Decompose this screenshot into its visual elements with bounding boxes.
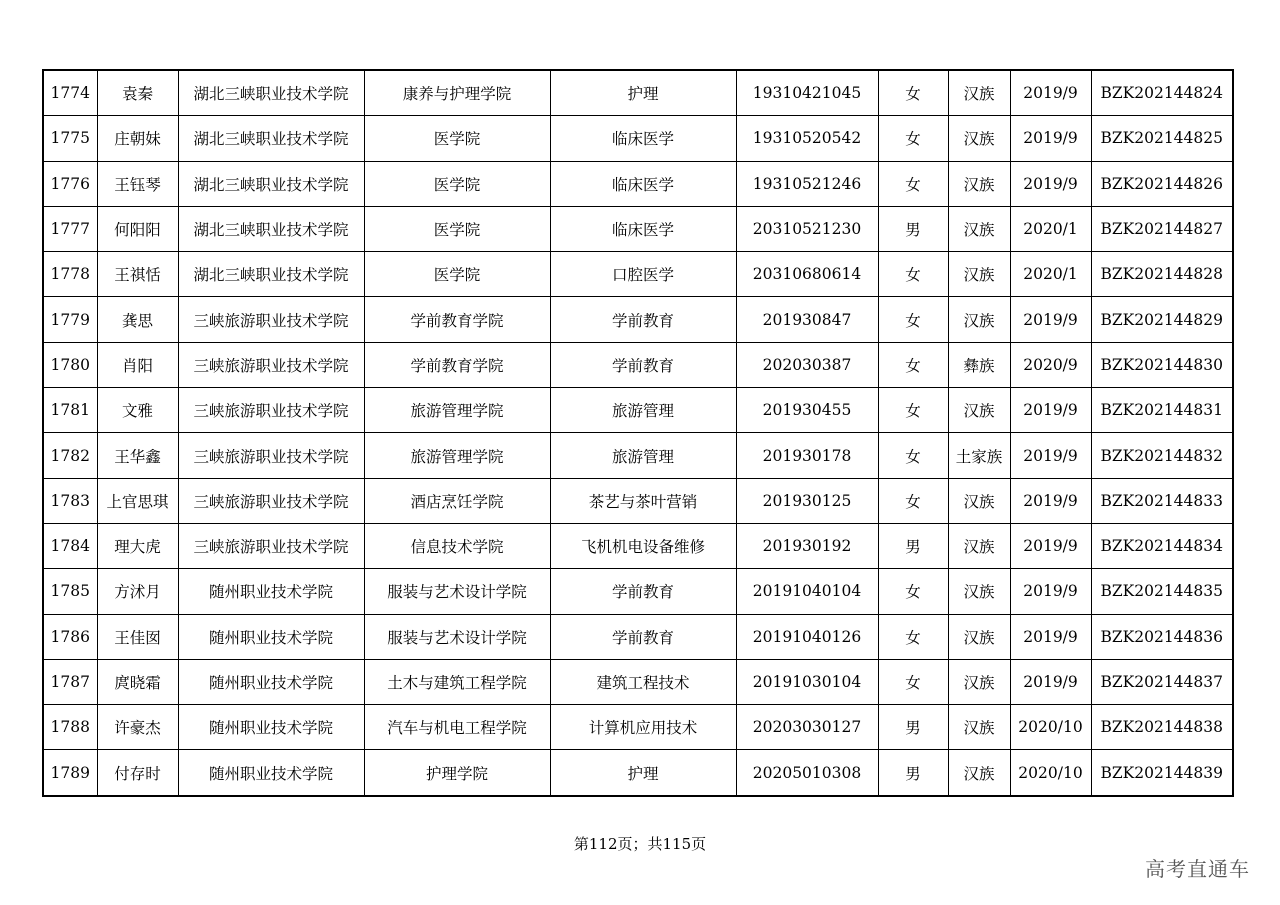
cert-no-cell: BZK202144826	[1091, 161, 1233, 206]
student-id-cell: 20310521230	[736, 206, 878, 251]
school-cell: 湖北三峡职业技术学院	[178, 252, 364, 297]
cert-no-cell: BZK202144831	[1091, 388, 1233, 433]
school-cell: 湖北三峡职业技术学院	[178, 116, 364, 161]
table-row	[43, 659, 1233, 704]
cert-no-cell: BZK202144839	[1091, 750, 1233, 796]
gender-cell: 女	[878, 478, 948, 523]
enroll-date-cell: 2019/9	[1010, 659, 1091, 704]
major-cell: 建筑工程技术	[550, 659, 736, 704]
name-cell: 文雅	[97, 388, 178, 433]
student-id-cell: 20203030127	[736, 705, 878, 750]
seq-cell: 1778	[43, 252, 97, 297]
enroll-date-cell: 2020/10	[1010, 750, 1091, 796]
college-cell: 学前教育学院	[364, 297, 550, 342]
school-cell: 三峡旅游职业技术学院	[178, 297, 364, 342]
name-cell: 庄朝妹	[97, 116, 178, 161]
college-cell: 医学院	[364, 206, 550, 251]
enroll-date-cell: 2020/10	[1010, 705, 1091, 750]
college-cell: 医学院	[364, 161, 550, 206]
cert-no-cell: BZK202144824	[1091, 70, 1233, 116]
ethnicity-cell: 汉族	[948, 297, 1010, 342]
gender-cell: 女	[878, 161, 948, 206]
enroll-date-cell: 2019/9	[1010, 614, 1091, 659]
seq-cell: 1787	[43, 659, 97, 704]
gender-cell: 女	[878, 70, 948, 116]
table-row	[43, 478, 1233, 523]
student-id-cell: 20191040104	[736, 569, 878, 614]
major-cell: 学前教育	[550, 614, 736, 659]
school-cell: 随州职业技术学院	[178, 659, 364, 704]
major-cell: 学前教育	[550, 297, 736, 342]
table-row	[43, 523, 1233, 568]
table-row	[43, 750, 1233, 796]
name-cell: 庹晓霜	[97, 659, 178, 704]
ethnicity-cell: 汉族	[948, 659, 1010, 704]
major-cell: 护理	[550, 750, 736, 796]
student-id-cell: 19310520542	[736, 116, 878, 161]
college-cell: 护理学院	[364, 750, 550, 796]
seq-cell: 1785	[43, 569, 97, 614]
ethnicity-cell: 汉族	[948, 705, 1010, 750]
table-row	[43, 705, 1233, 750]
cert-no-cell: BZK202144835	[1091, 569, 1233, 614]
ethnicity-cell: 汉族	[948, 478, 1010, 523]
student-id-cell: 201930847	[736, 297, 878, 342]
gender-cell: 女	[878, 342, 948, 387]
seq-cell: 1779	[43, 297, 97, 342]
seq-cell: 1777	[43, 206, 97, 251]
cert-no-cell: BZK202144837	[1091, 659, 1233, 704]
seq-cell: 1781	[43, 388, 97, 433]
major-cell: 临床医学	[550, 206, 736, 251]
school-cell: 湖北三峡职业技术学院	[178, 161, 364, 206]
school-cell: 随州职业技术学院	[178, 614, 364, 659]
major-cell: 口腔医学	[550, 252, 736, 297]
school-cell: 随州职业技术学院	[178, 569, 364, 614]
ethnicity-cell: 汉族	[948, 569, 1010, 614]
student-id-cell: 201930178	[736, 433, 878, 478]
major-cell: 学前教育	[550, 342, 736, 387]
enroll-date-cell: 2019/9	[1010, 433, 1091, 478]
name-cell: 王祺恬	[97, 252, 178, 297]
major-cell: 临床医学	[550, 161, 736, 206]
name-cell: 袁秦	[97, 70, 178, 116]
name-cell: 王华鑫	[97, 433, 178, 478]
enroll-date-cell: 2020/1	[1010, 206, 1091, 251]
cert-no-cell: BZK202144836	[1091, 614, 1233, 659]
cert-no-cell: BZK202144829	[1091, 297, 1233, 342]
page-number: 第112页；共115页	[573, 835, 707, 853]
school-cell: 三峡旅游职业技术学院	[178, 388, 364, 433]
college-cell: 康养与护理学院	[364, 70, 550, 116]
college-cell: 土木与建筑工程学院	[364, 659, 550, 704]
gender-cell: 女	[878, 252, 948, 297]
ethnicity-cell: 汉族	[948, 523, 1010, 568]
school-cell: 随州职业技术学院	[178, 705, 364, 750]
table-row	[43, 161, 1233, 206]
college-cell: 酒店烹饪学院	[364, 478, 550, 523]
cert-no-cell: BZK202144833	[1091, 478, 1233, 523]
student-id-cell: 20205010308	[736, 750, 878, 796]
enroll-date-cell: 2019/9	[1010, 70, 1091, 116]
major-cell: 临床医学	[550, 116, 736, 161]
college-cell: 信息技术学院	[364, 523, 550, 568]
college-cell: 学前教育学院	[364, 342, 550, 387]
gender-cell: 男	[878, 523, 948, 568]
ethnicity-cell: 汉族	[948, 252, 1010, 297]
table-row	[43, 116, 1233, 161]
ethnicity-cell: 汉族	[948, 116, 1010, 161]
enroll-date-cell: 2019/9	[1010, 388, 1091, 433]
table-row	[43, 252, 1233, 297]
gender-cell: 女	[878, 614, 948, 659]
college-cell: 汽车与机电工程学院	[364, 705, 550, 750]
enroll-date-cell: 2019/9	[1010, 569, 1091, 614]
major-cell: 旅游管理	[550, 433, 736, 478]
major-cell: 茶艺与茶叶营销	[550, 478, 736, 523]
seq-cell: 1786	[43, 614, 97, 659]
table-row	[43, 569, 1233, 614]
enroll-date-cell: 2019/9	[1010, 523, 1091, 568]
student-table	[42, 69, 1234, 797]
enroll-date-cell: 2020/1	[1010, 252, 1091, 297]
major-cell: 飞机机电设备维修	[550, 523, 736, 568]
enroll-date-cell: 2019/9	[1010, 478, 1091, 523]
name-cell: 上官思琪	[97, 478, 178, 523]
school-cell: 三峡旅游职业技术学院	[178, 523, 364, 568]
seq-cell: 1780	[43, 342, 97, 387]
gender-cell: 女	[878, 297, 948, 342]
name-cell: 许豪杰	[97, 705, 178, 750]
name-cell: 王佳囡	[97, 614, 178, 659]
watermark-logo: 高考直通车	[1145, 857, 1250, 881]
major-cell: 计算机应用技术	[550, 705, 736, 750]
name-cell: 王钰琴	[97, 161, 178, 206]
seq-cell: 1784	[43, 523, 97, 568]
school-cell: 随州职业技术学院	[178, 750, 364, 796]
gender-cell: 女	[878, 388, 948, 433]
seq-cell: 1775	[43, 116, 97, 161]
cert-no-cell: BZK202144825	[1091, 116, 1233, 161]
seq-cell: 1774	[43, 70, 97, 116]
name-cell: 理大虎	[97, 523, 178, 568]
name-cell: 何阳阳	[97, 206, 178, 251]
student-id-cell: 19310521246	[736, 161, 878, 206]
enroll-date-cell: 2019/9	[1010, 116, 1091, 161]
table-row	[43, 342, 1233, 387]
student-id-cell: 20191040126	[736, 614, 878, 659]
ethnicity-cell: 汉族	[948, 206, 1010, 251]
student-id-cell: 20310680614	[736, 252, 878, 297]
enroll-date-cell: 2019/9	[1010, 297, 1091, 342]
major-cell: 学前教育	[550, 569, 736, 614]
college-cell: 旅游管理学院	[364, 433, 550, 478]
ethnicity-cell: 汉族	[948, 750, 1010, 796]
school-cell: 三峡旅游职业技术学院	[178, 478, 364, 523]
table-row	[43, 297, 1233, 342]
student-id-cell: 201930192	[736, 523, 878, 568]
college-cell: 医学院	[364, 116, 550, 161]
gender-cell: 男	[878, 750, 948, 796]
student-id-cell: 202030387	[736, 342, 878, 387]
gender-cell: 女	[878, 659, 948, 704]
school-cell: 三峡旅游职业技术学院	[178, 433, 364, 478]
school-cell: 湖北三峡职业技术学院	[178, 206, 364, 251]
gender-cell: 女	[878, 569, 948, 614]
cert-no-cell: BZK202144834	[1091, 523, 1233, 568]
table-row	[43, 433, 1233, 478]
seq-cell: 1776	[43, 161, 97, 206]
enroll-date-cell: 2019/9	[1010, 161, 1091, 206]
name-cell: 方沭月	[97, 569, 178, 614]
ethnicity-cell: 汉族	[948, 614, 1010, 659]
seq-cell: 1782	[43, 433, 97, 478]
seq-cell: 1788	[43, 705, 97, 750]
gender-cell: 男	[878, 705, 948, 750]
cert-no-cell: BZK202144828	[1091, 252, 1233, 297]
enroll-date-cell: 2020/9	[1010, 342, 1091, 387]
name-cell: 龚思	[97, 297, 178, 342]
seq-cell: 1783	[43, 478, 97, 523]
seq-cell: 1789	[43, 750, 97, 796]
cert-no-cell: BZK202144827	[1091, 206, 1233, 251]
college-cell: 服装与艺术设计学院	[364, 614, 550, 659]
major-cell: 旅游管理	[550, 388, 736, 433]
name-cell: 肖阳	[97, 342, 178, 387]
gender-cell: 男	[878, 206, 948, 251]
table-row	[43, 614, 1233, 659]
student-id-cell: 201930455	[736, 388, 878, 433]
college-cell: 旅游管理学院	[364, 388, 550, 433]
major-cell: 护理	[550, 70, 736, 116]
college-cell: 服装与艺术设计学院	[364, 569, 550, 614]
cert-no-cell: BZK202144838	[1091, 705, 1233, 750]
ethnicity-cell: 汉族	[948, 161, 1010, 206]
student-id-cell: 19310421045	[736, 70, 878, 116]
table-row	[43, 206, 1233, 251]
table-body	[43, 70, 1233, 796]
gender-cell: 女	[878, 433, 948, 478]
ethnicity-cell: 土家族	[948, 433, 1010, 478]
student-id-cell: 201930125	[736, 478, 878, 523]
cert-no-cell: BZK202144832	[1091, 433, 1233, 478]
school-cell: 湖北三峡职业技术学院	[178, 70, 364, 116]
name-cell: 付存时	[97, 750, 178, 796]
gender-cell: 女	[878, 116, 948, 161]
cert-no-cell: BZK202144830	[1091, 342, 1233, 387]
college-cell: 医学院	[364, 252, 550, 297]
ethnicity-cell: 汉族	[948, 70, 1010, 116]
ethnicity-cell: 汉族	[948, 388, 1010, 433]
ethnicity-cell: 彝族	[948, 342, 1010, 387]
student-id-cell: 20191030104	[736, 659, 878, 704]
school-cell: 三峡旅游职业技术学院	[178, 342, 364, 387]
table-row	[43, 70, 1233, 116]
table-row	[43, 388, 1233, 433]
